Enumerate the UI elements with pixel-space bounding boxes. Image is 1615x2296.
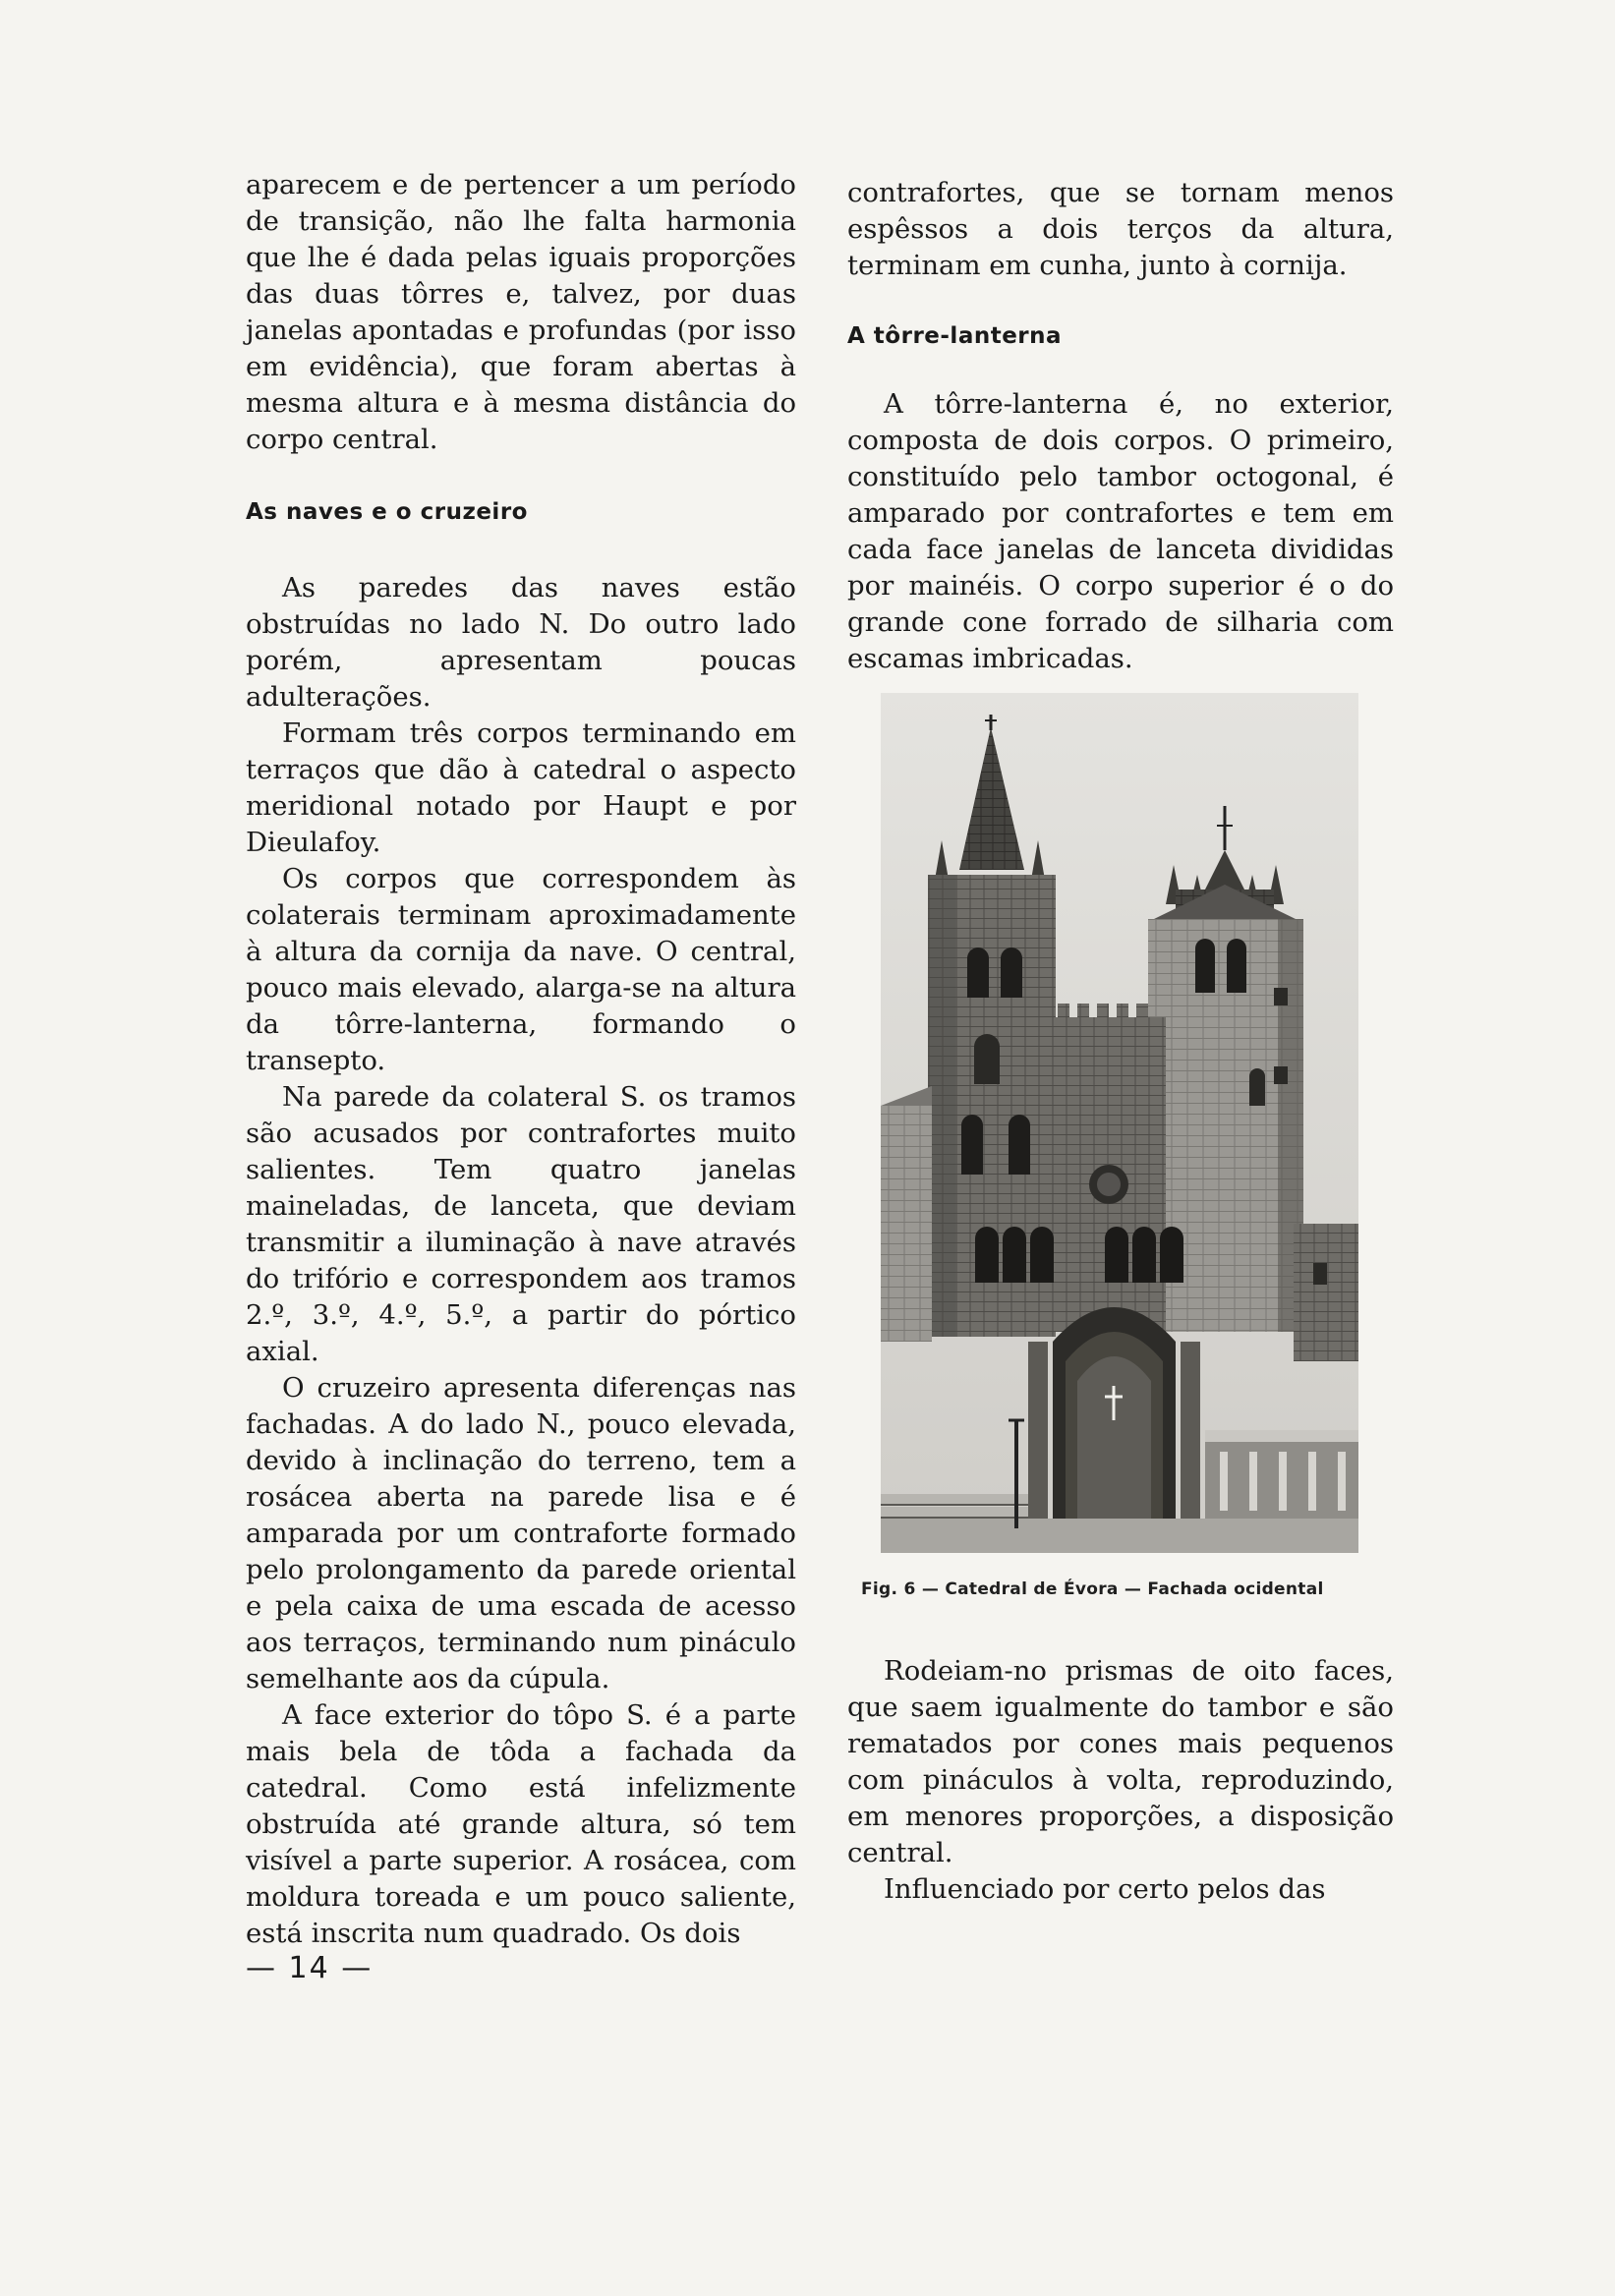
right-column-top: [847, 175, 1394, 677]
paragraph: A tôrre-lanterna é, no exterior, composta de dois corpos. O primeiro, constituído pelo tambor octogonal, é amparado por contrafortes e tem em cada face janelas de lanceta divididas por mainéis. O corpo superior é o do grande cone forrado de silharia com escamas imbricadas.: [847, 388, 1394, 674]
paragraph: O cruzeiro apresenta diferenças nas fachadas. A do lado N., pouco elevada, devido à inclinação do terreno, tem a rosácea aberta na parede lisa e é amparada por um contraforte formado pelo prolongamento da parede oriental e pela caixa de uma escada de acesso aos terraços, terminando num pináculo semelhante aos da cúpula.: [246, 1372, 796, 1694]
paragraph: Rodeiam-no prismas de oito faces, que saem igualmente do tambor e são rematados por cones mais pequenos com pináculos à volta, reproduzindo, em menores proporções, a disposição central.: [847, 1655, 1394, 1868]
figure-caption: Fig. 6 — Catedral de Évora — Fachada ocidental: [861, 1579, 1324, 1599]
cathedral-photograph: [881, 693, 1358, 1553]
paragraph: As paredes das naves estão obstruídas no lado N. Do outro lado porém, apresentam poucas adulterações.: [246, 572, 796, 713]
paragraph: Os corpos que correspondem às colaterais terminam aproximadamente à altura da cornija da nave. O central, pouco mais elevado, alarga-se na altura da tôrre-lanterna, formando o transepto.: [246, 863, 796, 1076]
section-heading-torre: A tôrre-lanterna: [847, 323, 1063, 349]
paragraph: Na parede da colateral S. os tramos são acusados por contrafortes muito salientes. Tem quatro janelas maineladas, de lanceta, que deviam transmitir a iluminação à nave através do trifório e correspondem aos tramos 2.º, 3.º, 4.º, 5.º, a partir do pórtico axial.: [246, 1081, 796, 1367]
paragraph: A face exterior do tôpo S. é a parte mais bela de tôda a fachada da catedral. Como está infelizmente obstruída até grande altura, só tem visível a parte superior. A rosácea, com moldura toreada e um pouco saliente, está inscrita num quadrado. Os dois: [246, 1699, 796, 1949]
paragraph: Influenciado por certo pelos das: [884, 1873, 1326, 1905]
right-column-bottom: [847, 1653, 1394, 1908]
paragraph: Formam três corpos terminando em terraços que dão à catedral o aspecto meridional notado por Haupt e por Dieulafoy.: [246, 718, 796, 858]
intro-paragraph: aparecem e de pertencer a um período de transição, não lhe falta harmonia que lhe é dada pelas iguais proporções das duas tôrres e, talvez, por duas janelas apontadas e profundas (por isso em evidência), que foram abertas à mesma altura e à mesma distância do corpo central.: [246, 169, 796, 455]
section-heading-naves: As naves e o cruzeiro: [246, 499, 528, 525]
left-column: [246, 167, 796, 1952]
intro-paragraph-right: contrafortes, que se tornam menos espêssos a dois terços da altura, terminam em cunha, junto à cornija.: [847, 177, 1394, 281]
page-number: — 14 —: [246, 1951, 374, 1985]
